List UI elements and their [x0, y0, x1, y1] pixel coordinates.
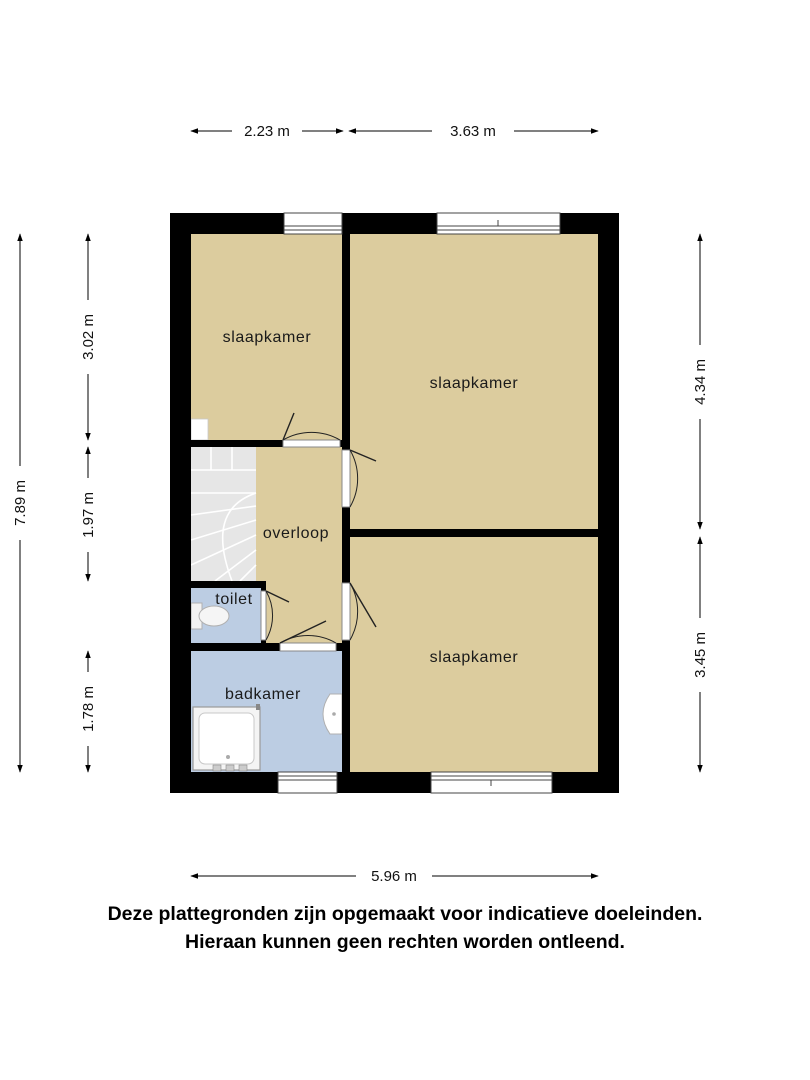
- disclaimer-line-1: Deze plattegronden zijn opgemaakt voor indicatieve doeleinden.: [107, 903, 703, 925]
- label-bedroom-small: slaapkamer: [222, 329, 312, 346]
- dim-top-right: 3.63 m: [450, 123, 496, 140]
- shower-fixture: [193, 704, 260, 771]
- dim-left-mid: 1.97 m: [80, 492, 97, 538]
- label-bathroom: badkamer: [225, 686, 301, 703]
- dim-left-total: 7.89 m: [12, 480, 29, 526]
- cabinet-fixture: [191, 419, 208, 440]
- label-landing: overloop: [262, 525, 330, 542]
- dim-left-top: 3.02 m: [80, 314, 97, 360]
- window-bedroom-small: [284, 213, 342, 234]
- disclaimer-line-2: Hieraan kunnen geen rechten worden ontleend.: [185, 931, 625, 953]
- dim-bottom-total: 5.96 m: [371, 868, 417, 885]
- dim-right-bottom: 3.45 m: [692, 632, 709, 678]
- window-bedroom-top: [437, 213, 560, 234]
- dim-left-bottom: 1.78 m: [80, 686, 97, 732]
- label-bedroom-top: slaapkamer: [429, 375, 519, 392]
- window-bedroom-bottom: [431, 772, 552, 793]
- label-bedroom-bottom: slaapkamer: [429, 649, 519, 666]
- dim-top-left: 2.23 m: [244, 123, 290, 140]
- dim-right-top: 4.34 m: [692, 359, 709, 405]
- disclaimer: [0, 900, 810, 956]
- window-bathroom: [278, 772, 337, 793]
- floor-landing: [256, 447, 342, 643]
- label-toilet: toilet: [215, 591, 253, 608]
